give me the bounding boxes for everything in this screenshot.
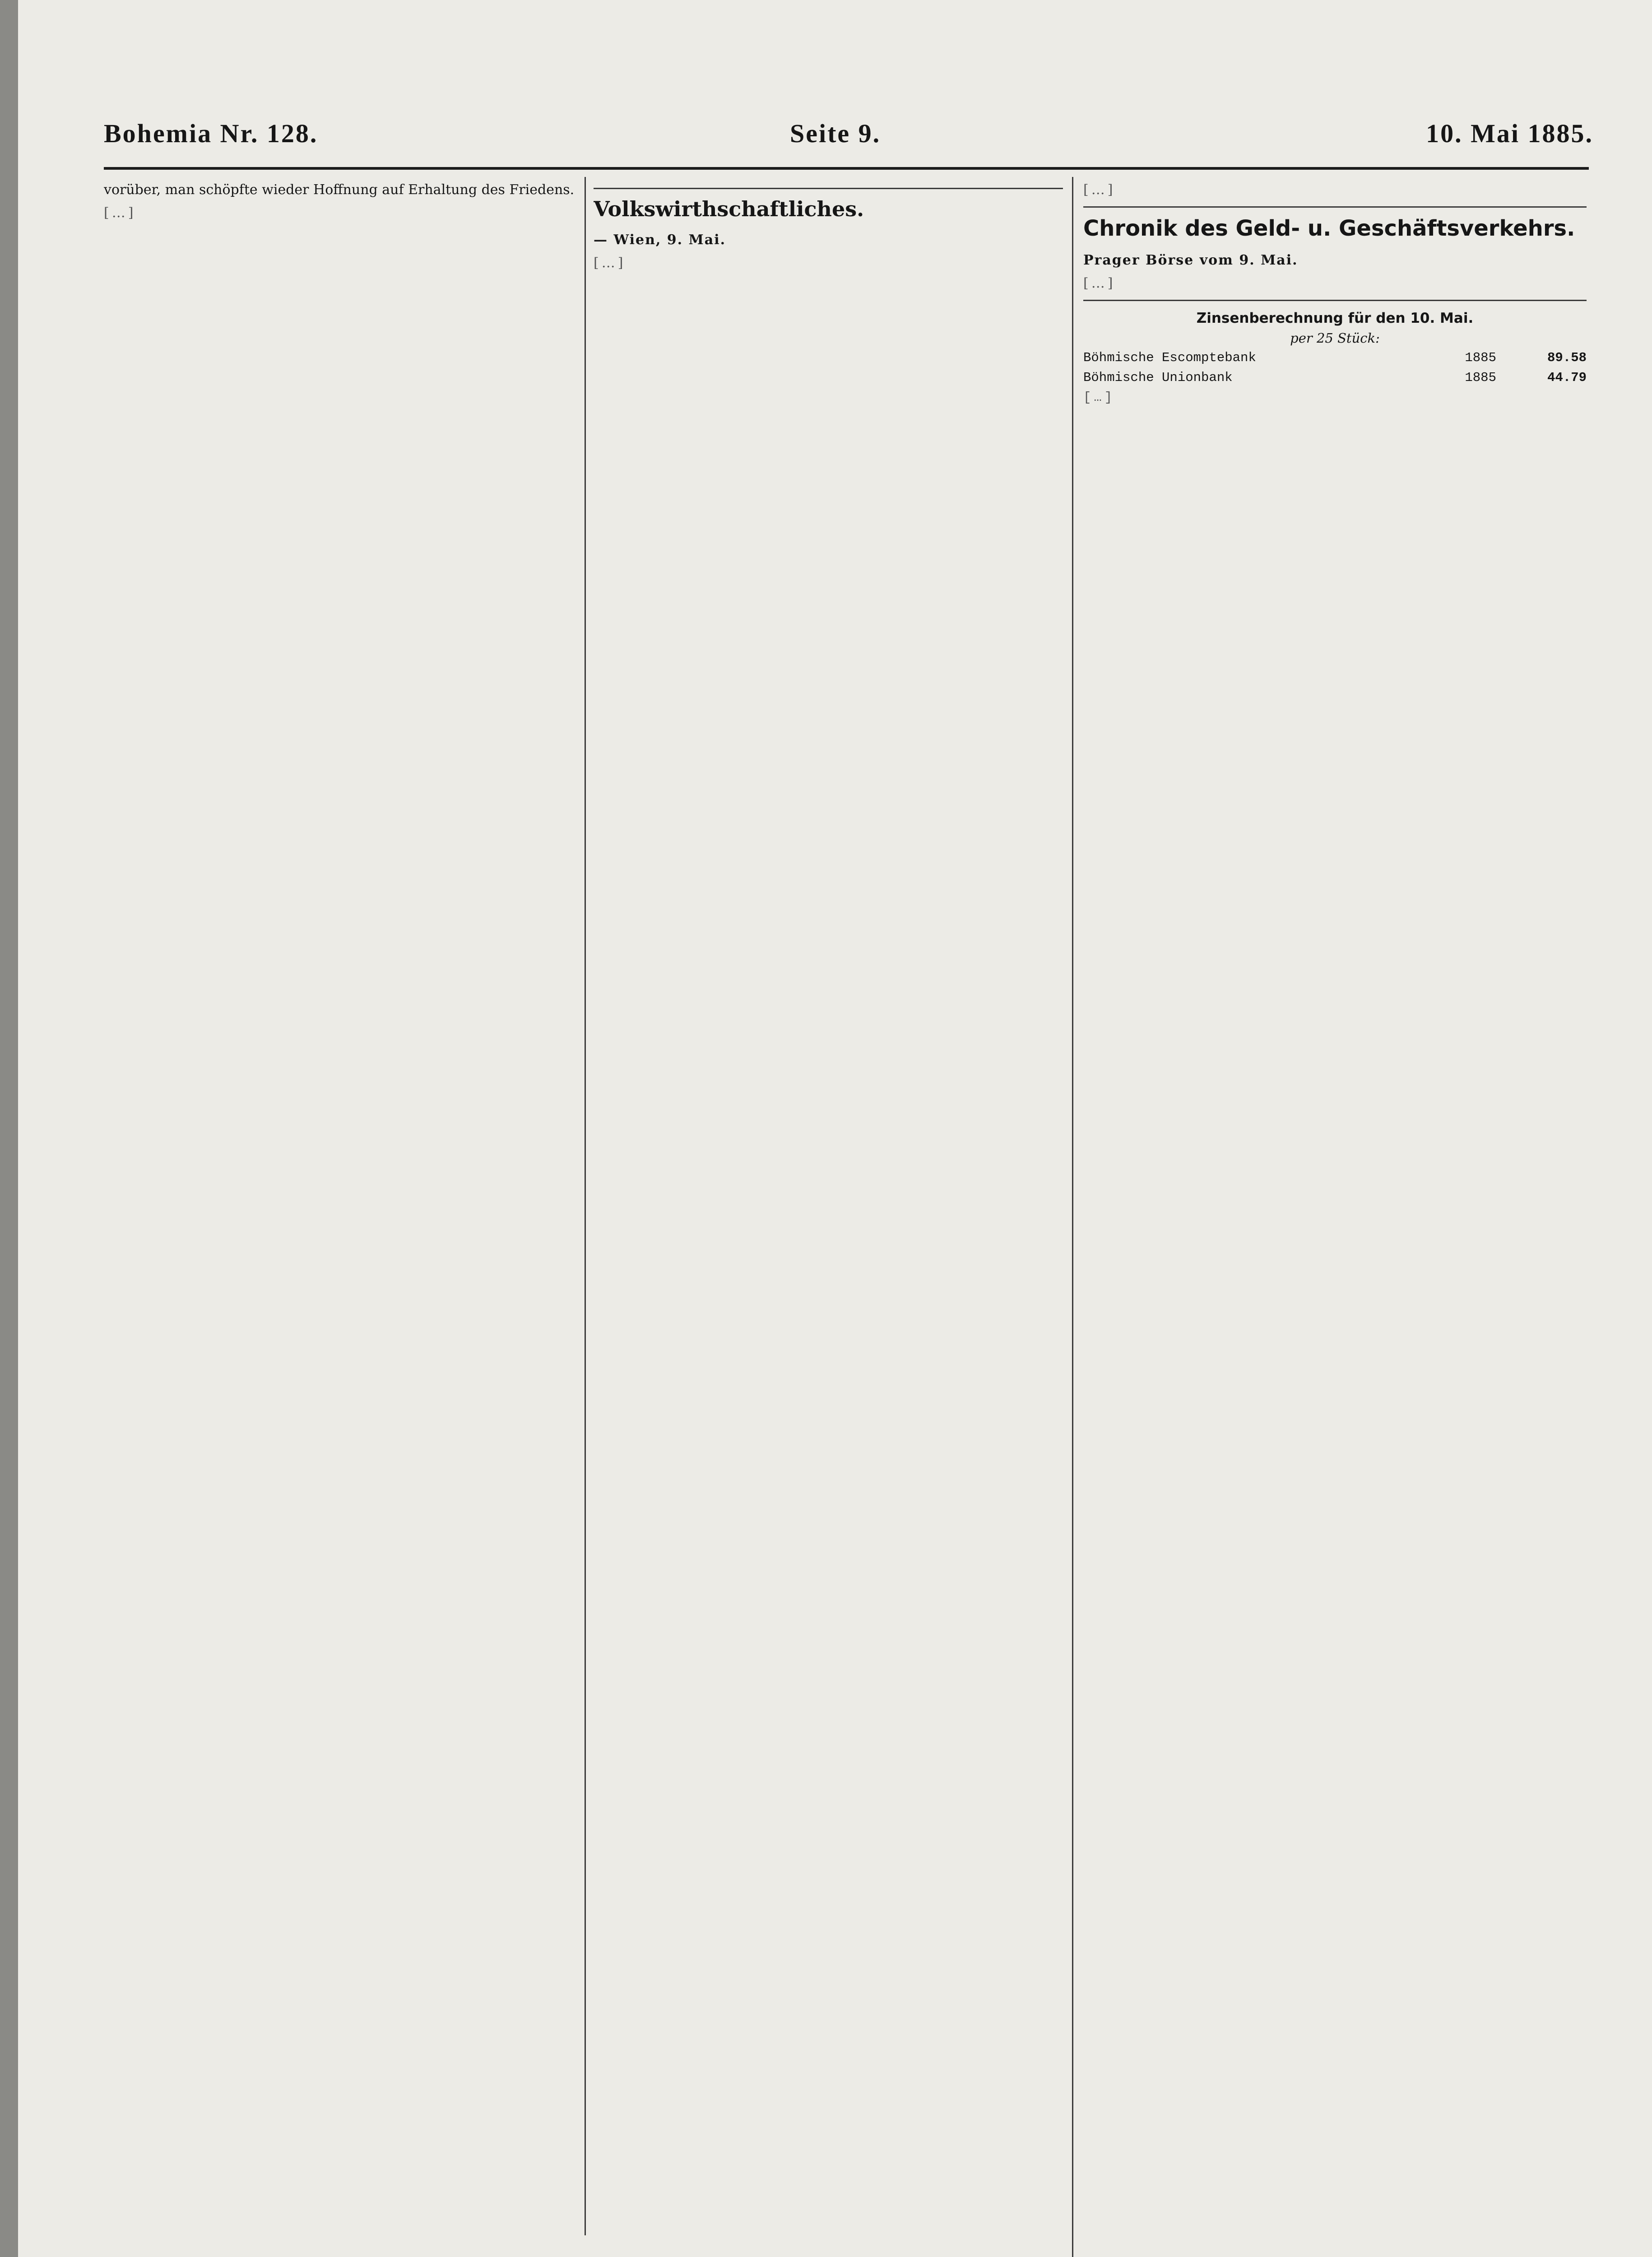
finance-chronicle-heading: Chronik des Geld- u. Geschäftsverkehrs. xyxy=(1083,216,1575,241)
unread-text-marker: […] xyxy=(104,205,136,221)
ledger-year: 1885 xyxy=(1465,350,1496,365)
masthead xyxy=(104,118,1593,159)
dateline: — Wien, 9. Mai. xyxy=(594,232,726,248)
ledger-subtitle: per 25 Stück: xyxy=(1290,330,1380,346)
column-1 xyxy=(104,181,575,2239)
article-text xyxy=(104,181,575,199)
column-rule-1 xyxy=(585,177,586,2235)
section-rule xyxy=(1083,206,1587,208)
interest-ledger xyxy=(1083,308,1587,408)
unread-text-marker: […] xyxy=(1083,182,1116,198)
unread-text-marker: […] xyxy=(594,255,626,271)
section-rule xyxy=(594,188,1063,189)
ledger-title: Zinsenberechnung für den 10. Mai. xyxy=(1196,310,1474,326)
ledger-value: 89.58 xyxy=(1547,350,1587,365)
masthead-rule xyxy=(104,167,1589,170)
ledger-name: Böhmische Escomptebank xyxy=(1083,350,1256,365)
column-3 xyxy=(1083,181,1587,2257)
ledger-year: 1885 xyxy=(1465,370,1496,385)
column-1-first-line: vorüber, man schöpfte wieder Hoffnung auf Erhaltung des Friedens. xyxy=(104,182,575,198)
exchange-lead: Prager Börse vom 9. Mai. xyxy=(1083,252,1298,268)
ledger-row xyxy=(1083,368,1587,388)
column-2 xyxy=(594,181,1063,2239)
ledger-row xyxy=(1083,348,1587,368)
ledger-value: 44.79 xyxy=(1547,370,1587,385)
ledger-rule xyxy=(1083,300,1587,301)
newspaper-page xyxy=(18,0,1652,2257)
ledger-name: Böhmische Unionbank xyxy=(1083,370,1233,385)
page-number: Seite 9. xyxy=(790,119,881,148)
issue-date: 10. Mai 1885. xyxy=(1426,119,1593,148)
unread-text-marker: […] xyxy=(1083,390,1115,405)
unread-text-marker: […] xyxy=(1083,275,1116,291)
exchange-report xyxy=(1083,251,1587,269)
section-heading: Volkswirthschaftliches. xyxy=(594,197,864,221)
article-text xyxy=(594,231,1063,249)
scan-edge xyxy=(0,0,18,2257)
publication-title: Bohemia Nr. 128. xyxy=(104,119,318,148)
column-rule-2 xyxy=(1072,177,1073,2257)
